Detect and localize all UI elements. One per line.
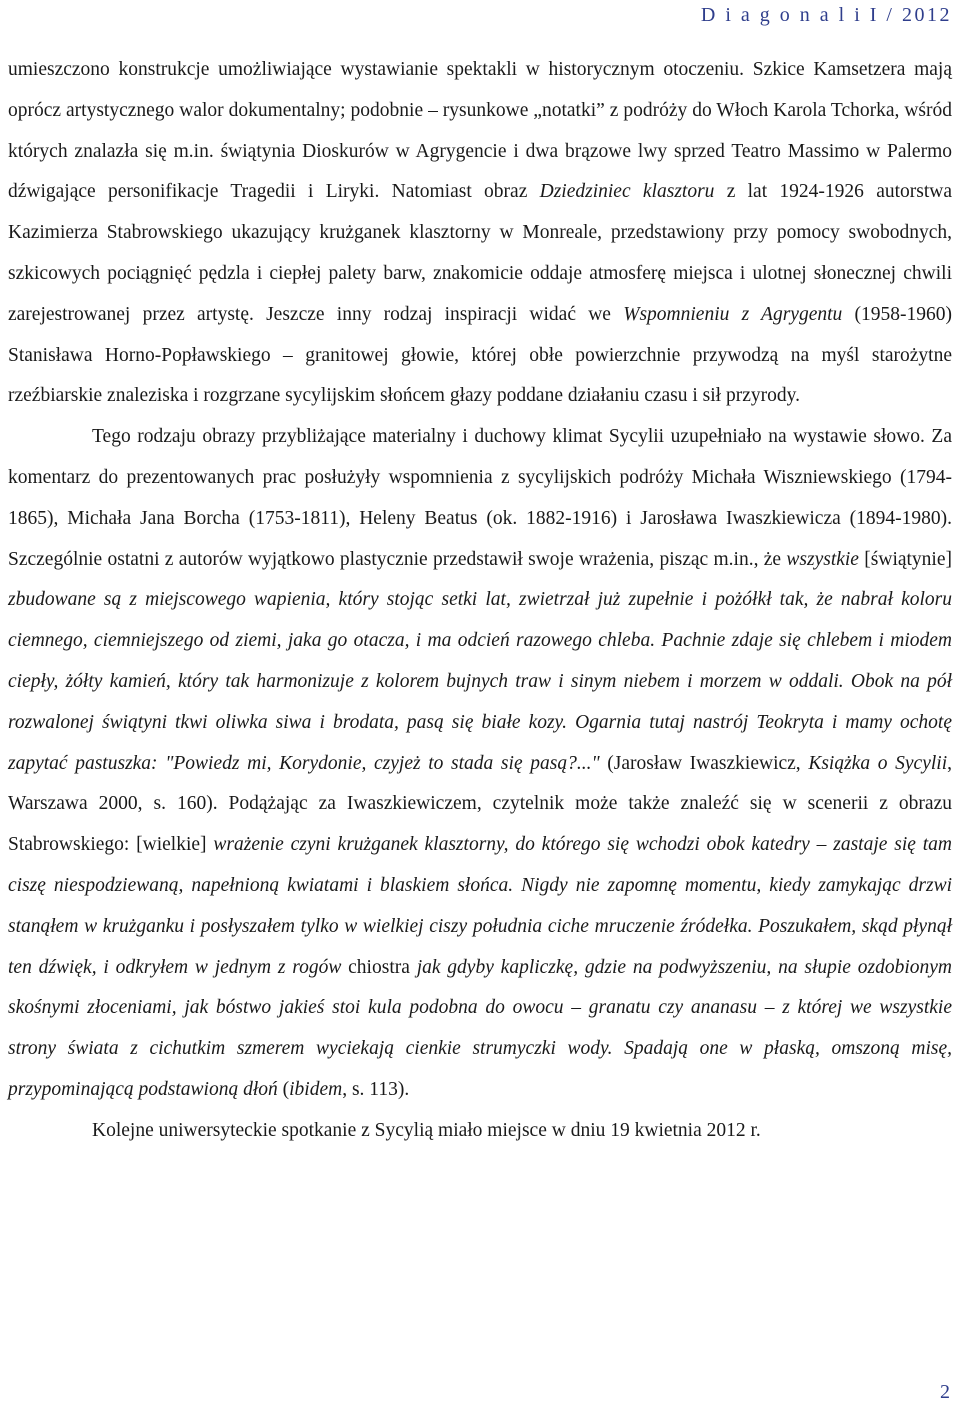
italic-quote-segment: Wspomnieniu z Agrygentu — [623, 303, 843, 325]
italic-quote-segment: Książka o Sycylii — [808, 752, 948, 774]
paragraph — [8, 50, 952, 417]
italic-quote-segment: zbudowane są z miejscowego wapienia, który stojąc setki lat, zwietrzał już zupełnie i pożółkł tak, że nabrał koloru ciemnego, ciemniejszego od ziemi, jaka go otacza, i ma odcień razowego chleba. Pachnie zdaje się chlebem i miodem ciepły, żółty kamień, który tak harmonizuje z kolorem bujnych traw i sinym niebem i morzem w oddali. Obok na pół rozwalonej świątyni tkwi oliwka siwa i brodata, pasą się białe kozy. Ogarnia tutaj nastrój Teokryta i mamy ochotę zapytać pastuszka: "Powiedz mi, Korydonie, czyjeż to stada się pasą?..." — [8, 589, 952, 774]
paragraph — [8, 417, 952, 1111]
italic-quote-segment: jak gdyby kapliczkę, gdzie na podwyższeniu, na słupie ozdobionym skośnymi złoceniami, jak bóstwo jakieś stoi kula podobna do owocu – granatu czy ananasu – z której we wszystkie strony świata z cichutkim szmerem wyciekają cienkie strumyczki wody. Spadają one w płaską, omszoną misę, przypominającą podstawioną dłoń — [8, 956, 952, 1100]
paragraph — [8, 1111, 952, 1152]
text-segment: Tego rodzaju obrazy przybliżające materialny i duchowy klimat Sycylii uzupełniało na wystawie słowo. Za komentarz do prezentowanych prac posłużyły wspomnienia z sycylijskich podróży Michała Wiszniewskiego (1794-1865), Michała Jana Borcha (1753-1811), Heleny Beatus (ok. 1882-1916) i Jarosława Iwaszkiewicza (1894-1980). Szczególnie ostatni z autorów wyjątkowo plastycznie przedstawił swoje wrażenia, pisząc m.in., że — [8, 426, 952, 570]
italic-quote-segment: wrażenie czyni krużganek klasztorny, do którego się wchodzi obok katedry – zastaje się tam ciszę niespodziewaną, napełnioną kwiatami i blaskiem słońca. Nigdy nie zapomnę momentu, kiedy zamykając drzwi stanąłem w krużganku i posłyszałem tylko w wielkiej ciszy południa ciche mruczenie źródełka. Poszukałem, skąd płynął ten dźwięk, i odkryłem w jednym z rogów — [8, 834, 952, 978]
italic-quote-segment: ibidem — [289, 1078, 343, 1100]
text-segment: chiostra — [341, 956, 417, 978]
text-segment: (Jarosław Iwaszkiewicz, — [599, 752, 809, 774]
text-segment: umieszczono konstrukcje umożliwiające wystawianie spektakli w historycznym otoczeniu. Szkice Kamsetzera mają oprócz artystycznego walor dokumentalny; podobnie – rysunkowe „notatki” z podróży do Włoch Karola Tchorka, wśród których znalazła się m.in. świątynia Dioskurów w Agrygencie i dwa brązowe lwy sprzed Teatro Massimo w Palermo dźwigające personifikacje Tragedii i Liryki. Natomiast obraz — [8, 59, 952, 203]
article-body — [8, 50, 952, 1152]
text-segment: Kolejne uniwersyteckie spotkanie z Sycylią miało miejsce w dniu 19 kwietnia 2012 r. — [92, 1119, 761, 1141]
italic-quote-segment: Dziedziniec klasztoru — [539, 181, 715, 203]
text-segment: [świątynie] — [858, 548, 952, 570]
journal-header: D i a g o n a l i I / 2012 — [700, 4, 952, 26]
page-number: 2 — [940, 1381, 950, 1403]
italic-quote-segment: wszystkie — [786, 548, 859, 570]
text-segment: (1958-1960) Stanisława Horno-Popławskiego – granitowej głowie, której obłe powierzchnie przywodzą na myśl starożytne rzeźbiarskie znaleziska i rozgrzane sycylijskim słońcem głazy poddane działaniu czasu i sił przyrody. — [8, 303, 953, 407]
text-segment: , s. 113). — [342, 1078, 410, 1100]
text-segment: ( — [277, 1078, 290, 1100]
text-segment: , Warszawa 2000, s. 160). Podążając za Iwaszkiewiczem, czytelnik może także znaleźć się w scenerii z obrazu Stabrowskiego: [wielkie] — [8, 752, 952, 856]
text-segment: z lat 1924-1926 autorstwa Kazimierza Stabrowskiego ukazujący krużganek klasztorny w Monreale, przedstawiony przy pomocy swobodnych, szkicowych pociągnięć pędzla i ciepłej palety barw, znakomicie oddaje atmosferę miejsca i ulotnej słonecznej chwili zarejestrowanej przez artystę. Jeszcze inny rodzaj inspiracji widać we — [8, 181, 953, 325]
